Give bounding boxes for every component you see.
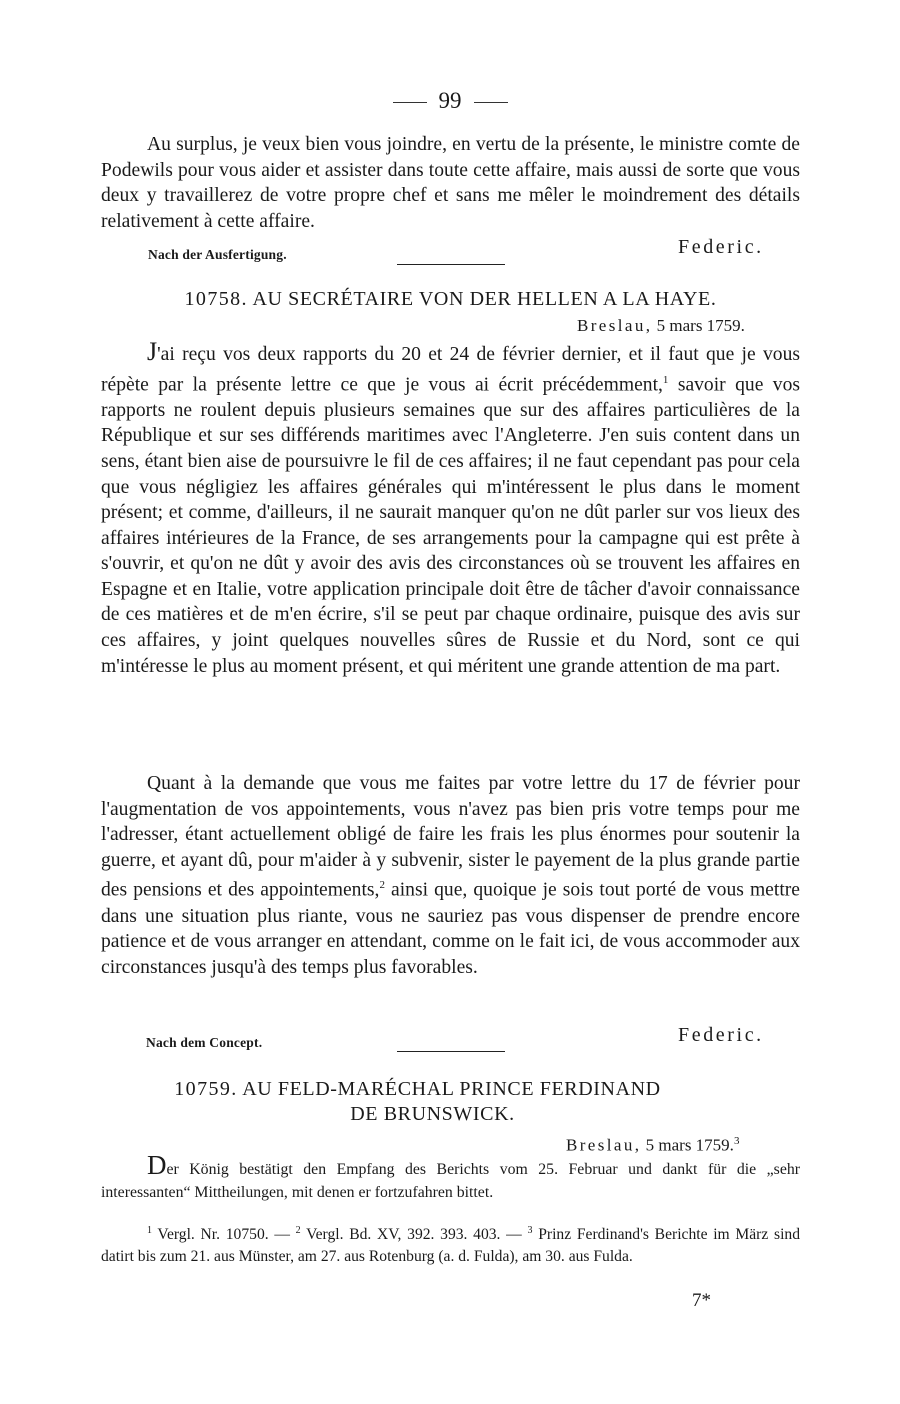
footnotes: [101, 1220, 800, 1268]
letter-10759-title-1: AU FELD-MARÉCHAL PRINCE FERDINAND: [242, 1078, 661, 1100]
source-note-2: Nach dem Concept.: [146, 1035, 263, 1050]
footnote-ref-2: 2: [379, 879, 385, 892]
letter-10758-p1-text-b: savoir que vos rapports ne roulent depuis plusieurs semaines que sur des affaires particulières de la République et sur ses différends maritimes avec l'Angleterre. J'en suis content dans un sens, étant bien aise de poursuivre le fil de ces affaires; il ne faut cependant pas pour cela que vous négligiez les affaires générales qui m'intéressent le plus dans le moment présent; et comme, d'ailleurs, il ne saurait manquer qu'on ne dût parler sur vos lieux des affaires intérieures de la France, de ses arrangements pour la campagne qui est prête à s'ouvrir, et qu'on ne dût y avoir des avis des circonstances où se trouvent les affaires en Espagne et en Italie, votre application principale doit être de tâcher d'avoir connaissance de ces matières et de m'en écrire, s'il se peut par chaque ordinaire, puisque des avis sur ces affaires, y joint quelques nouvelles sûres de Russie et du Nord, sont ce qui m'intéresse le plus au moment présent, et qui méritent une grande attention de ma part.: [101, 374, 801, 677]
intro-paragraph: Au surplus, je veux bien vous joindre, en vertu de la présente, le ministre comte de Podewils pour vous aider et assister dans toute cette affaire, mais aussi de sorte que vous deux y travaillerez de votre propre chef et sans me mêler le moindrement des détails relativement à cette affaire.: [101, 134, 800, 232]
footnote-ref-1: 1: [662, 373, 669, 386]
letter-10759-place-date: [566, 1130, 739, 1157]
letter-10758-p2-text-b: ainsi que, quoique je sois tout porté de vous mettre dans une situation plus riante, vous ne sauriez pas vous dispenser de prendre encore patience et de vous arranger en attendant, comme on le fait ici, de vous accommoder aux circonstances jusqu'à des temps plus favorables.: [101, 879, 800, 978]
letter-10759-place: Breslau,: [566, 1135, 642, 1155]
footnote-2-text: Vergl. Bd. XV, 392. 393. 403. —: [300, 1226, 528, 1244]
separator-rule-2: [397, 1051, 505, 1052]
page-number: [0, 86, 900, 116]
letter-10758-paragraph-1: [101, 339, 800, 679]
letter-10758-paragraph-2: [101, 771, 800, 980]
letter-10759-summary-text: er König bestätigt den Empfang des Berichts vom 25. Februar und dankt für die „sehr interessanten“ Mittheilungen, mit denen er fortzufahren bittet.: [101, 1161, 800, 1201]
letter-10758-number: 10758.: [184, 288, 248, 310]
footnote-3-text: Prinz Ferdinand's Berichte im März sind datirt bis zum 21. aus Münster, am 27. aus Rotenburg (a. d. Fulda), am 30. aus Fulda.: [101, 1226, 801, 1265]
initial-letter-j: J: [147, 337, 158, 366]
initial-letter-d: D: [147, 1150, 167, 1180]
letter-10758-title: AU SECRÉTAIRE VON DER HELLEN A LA HAYE.: [252, 288, 717, 310]
letter-10759-date: 5 mars 1759.: [645, 1135, 734, 1155]
letter-10759-summary: [101, 1150, 800, 1204]
letter-10759-title-line-1: [101, 1077, 734, 1102]
page-number-text: 99: [438, 88, 462, 113]
signature-1: Federic.: [678, 236, 764, 258]
footnote-1-mark: 1: [147, 1225, 152, 1236]
letter-10758-place-date: [577, 315, 745, 337]
page-number-rule-left: [393, 102, 427, 103]
letter-10758-place: Breslau,: [577, 316, 653, 335]
separator-rule-1: [397, 264, 505, 265]
signature-2: Federic.: [678, 1024, 764, 1046]
letter-10759-title-line-2: DE BRUNSWICK.: [350, 1103, 515, 1125]
source-note-1: Nach der Ausfertigung.: [148, 247, 287, 262]
letter-10758-p1-text-a: 'ai reçu vos deux rapports du 20 et 24 de février dernier, et il faut que je vous répète par la présente lettre ce que je vous ai écrit précédemment,: [101, 344, 800, 396]
letter-10759-heading: [101, 1077, 800, 1127]
signature-mark: 7*: [692, 1290, 711, 1311]
footnote-2-mark: 2: [295, 1225, 301, 1236]
footnote-1-text: Vergl. Nr. 10750. —: [152, 1226, 296, 1244]
letter-10758-p2-text-a: Quant à la demande que vous me faites par votre lettre du 17 de février pour l'augmentation de vos appointements, vous n'avez pas bien pris votre temps pour me l'adresser, étant actuellement obligé de faire les frais les plus énormes pour soutenir la guerre, et ayant dû, pour m'aider à y subvenir, sister le payement de la plus grande partie des pensions et des appointements,: [101, 773, 800, 901]
page-number-rule-right: [474, 102, 508, 103]
footnote-ref-3: 3: [733, 1135, 740, 1147]
letter-10758-heading: [101, 287, 800, 312]
letter-10759-number: 10759.: [174, 1078, 238, 1100]
footnote-3-mark: 3: [527, 1225, 533, 1236]
letter-10758-date: 5 mars 1759.: [656, 316, 745, 335]
